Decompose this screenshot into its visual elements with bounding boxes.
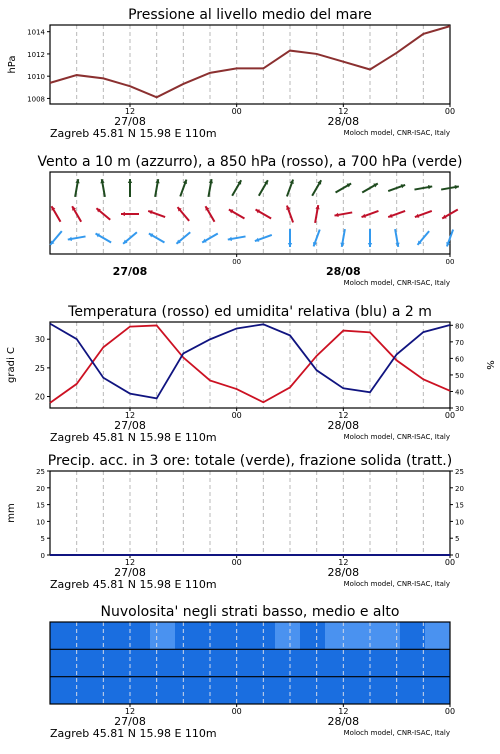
cloud-cell-medio — [350, 649, 376, 676]
model-credit: Moloch model, CNR-ISAC, Italy — [343, 729, 450, 737]
cloud-cell-alto — [75, 622, 101, 649]
cloud-cell-medio — [425, 649, 451, 676]
cloud-cell-medio — [150, 649, 176, 676]
x-tick-label: 00 — [444, 558, 456, 567]
date-label: 27/08 — [112, 265, 148, 278]
panel-title: Vento a 10 m (azzurro), a 850 hPa (rosso), a 700 hPa (verde) — [37, 154, 463, 170]
wind-arrowhead — [368, 243, 372, 247]
cloud-cell-basso — [425, 677, 451, 704]
y-tick-label-left: 25 — [34, 363, 45, 373]
date-label: 28/08 — [327, 566, 360, 579]
x-tick-label: 00 — [444, 707, 456, 716]
cloud-cell-medio — [200, 649, 226, 676]
model-credit: Moloch model, CNR-ISAC, Italy — [343, 129, 450, 137]
cloud-cell-basso — [325, 677, 351, 704]
date-label: 28/08 — [327, 715, 360, 728]
location-footer: Zagreb 45.81 N 15.98 E 110m — [50, 127, 217, 140]
humidity-line — [50, 324, 450, 399]
x-tick-label: 12 — [124, 107, 136, 116]
x-tick-label: 12 — [338, 707, 349, 716]
cloud-cell-alto — [325, 622, 351, 649]
y-tick-label-left: 15 — [36, 501, 45, 510]
y-tick-label-right: 40 — [455, 388, 464, 397]
cloud-cell-basso — [300, 677, 326, 704]
y-tick-label: 1012 — [27, 50, 45, 59]
cloud-cell-medio — [325, 649, 351, 676]
y-tick-label-right: 0 — [455, 552, 460, 560]
y-tick-label-left: 20 — [34, 392, 45, 402]
x-tick-label: 12 — [338, 107, 349, 116]
location-footer: Zagreb 45.81 N 15.98 E 110m — [50, 578, 217, 591]
y-tick-label-left: 25 — [36, 468, 45, 476]
date-label: 27/08 — [114, 566, 146, 579]
y-tick-label: 1010 — [27, 73, 45, 82]
pressure-panel — [7, 7, 455, 140]
x-tick-label: 00 — [231, 558, 242, 567]
date-label: 27/08 — [114, 115, 146, 128]
cloud-cell-basso — [225, 677, 251, 704]
location-footer: Zagreb 45.81 N 15.98 E 110m — [50, 431, 217, 444]
x-tick-label: 00 — [232, 258, 242, 266]
x-tick-label: 12 — [338, 411, 349, 420]
x-tick-label: 12 — [124, 558, 136, 567]
y-tick-label-left: 0 — [40, 552, 45, 560]
cloud-cell-medio — [125, 649, 151, 676]
x-tick-label: 12 — [124, 707, 136, 716]
cloud-cell-medio — [300, 649, 326, 676]
y-tick-label-left: 5 — [40, 535, 45, 544]
cloud-cell-medio — [175, 649, 201, 676]
x-tick-label: 00 — [231, 707, 242, 716]
cloud-cell-alto — [400, 622, 426, 649]
wind-panel — [37, 154, 462, 287]
cloud-cover-panel — [50, 604, 455, 740]
plot-frame — [50, 25, 450, 104]
wind-arrowhead — [128, 179, 132, 183]
y-tick-label-right: 70 — [455, 338, 464, 347]
x-tick-label: 00 — [231, 107, 242, 116]
cloud-cell-medio — [225, 649, 251, 676]
x-tick-label: 00 — [445, 258, 455, 266]
cloud-cell-basso — [125, 677, 151, 704]
y-tick-label-right: 80 — [455, 322, 464, 331]
y-tick-label-left: 20 — [36, 484, 45, 493]
panel-title: Nuvolosita' negli strati basso, medio e alto — [100, 604, 400, 620]
plot-frame — [50, 471, 450, 555]
x-tick-label: 12 — [124, 411, 136, 420]
y-tick-label-right: 25 — [455, 468, 464, 476]
cloud-cell-alto — [275, 622, 301, 649]
cloud-cell-alto — [350, 622, 376, 649]
y-axis-label: mm — [6, 503, 17, 523]
y-tick-label-right: 5 — [455, 535, 460, 544]
pressure-line — [50, 26, 450, 97]
y-tick-label-left: 10 — [36, 518, 45, 527]
cloud-cell-basso — [200, 677, 226, 704]
y-axis-label-right: % — [484, 360, 495, 370]
x-tick-label: 00 — [444, 411, 456, 420]
date-label: 27/08 — [114, 715, 146, 728]
y-tick-label-right: 30 — [455, 405, 464, 413]
x-tick-label: 00 — [444, 107, 456, 116]
date-label: 27/08 — [114, 419, 146, 432]
cloud-cell-medio — [250, 649, 276, 676]
cloud-cell-basso — [175, 677, 201, 704]
date-label: 28/08 — [327, 115, 360, 128]
cloud-cell-medio — [50, 649, 76, 676]
cloud-cell-alto — [175, 622, 201, 649]
panel-title: Precip. acc. in 3 ore: totale (verde), frazione solida (tratt.) — [47, 453, 453, 469]
y-tick-label-right: 15 — [455, 501, 464, 510]
wind-arrowhead — [288, 243, 292, 247]
cloud-cell-basso — [275, 677, 301, 704]
y-axis-label-left: gradi C — [6, 347, 17, 383]
cloud-cell-basso — [400, 677, 426, 704]
y-tick-label-right: 60 — [455, 355, 464, 364]
date-label: 28/08 — [326, 265, 361, 278]
y-tick-label-left: 30 — [34, 335, 45, 345]
cloud-cell-alto — [250, 622, 276, 649]
cloud-cell-basso — [150, 677, 176, 704]
model-credit: Moloch model, CNR-ISAC, Italy — [343, 580, 450, 588]
cloud-cell-alto — [300, 622, 326, 649]
y-axis-label: hPa — [7, 55, 18, 74]
x-tick-label: 00 — [231, 411, 242, 420]
cloud-cell-basso — [50, 677, 76, 704]
cloud-cell-alto — [425, 622, 451, 649]
cloud-cell-basso — [350, 677, 376, 704]
y-tick-label: 1014 — [27, 28, 45, 37]
cloud-cell-alto — [50, 622, 76, 649]
cloud-cell-alto — [200, 622, 226, 649]
y-tick-label: 1008 — [27, 95, 45, 104]
cloud-cell-alto — [150, 622, 176, 649]
panel-title: Temperatura (rosso) ed umidita' relativa (blu) a 2 m — [68, 304, 432, 320]
model-credit: Moloch model, CNR-ISAC, Italy — [343, 433, 450, 441]
panel-title: Pressione al livello medio del mare — [128, 7, 372, 23]
cloud-cell-medio — [275, 649, 301, 676]
cloud-cell-alto — [225, 622, 251, 649]
precipitation-panel — [6, 453, 464, 591]
y-tick-label-right: 20 — [455, 484, 464, 493]
cloud-cell-basso — [75, 677, 101, 704]
x-tick-label: 12 — [338, 558, 349, 567]
cloud-cell-medio — [400, 649, 426, 676]
cloud-cell-medio — [75, 649, 101, 676]
model-credit: Moloch model, CNR-ISAC, Italy — [343, 279, 450, 287]
date-label: 28/08 — [327, 419, 360, 432]
y-tick-label-right: 10 — [455, 518, 464, 527]
cloud-cell-alto — [125, 622, 151, 649]
temperature-humidity-panel — [6, 304, 495, 444]
location-footer: Zagreb 45.81 N 15.98 E 110m — [50, 727, 217, 740]
cloud-cell-basso — [250, 677, 276, 704]
y-tick-label-right: 50 — [455, 371, 464, 380]
wind-arrowhead — [121, 212, 125, 216]
